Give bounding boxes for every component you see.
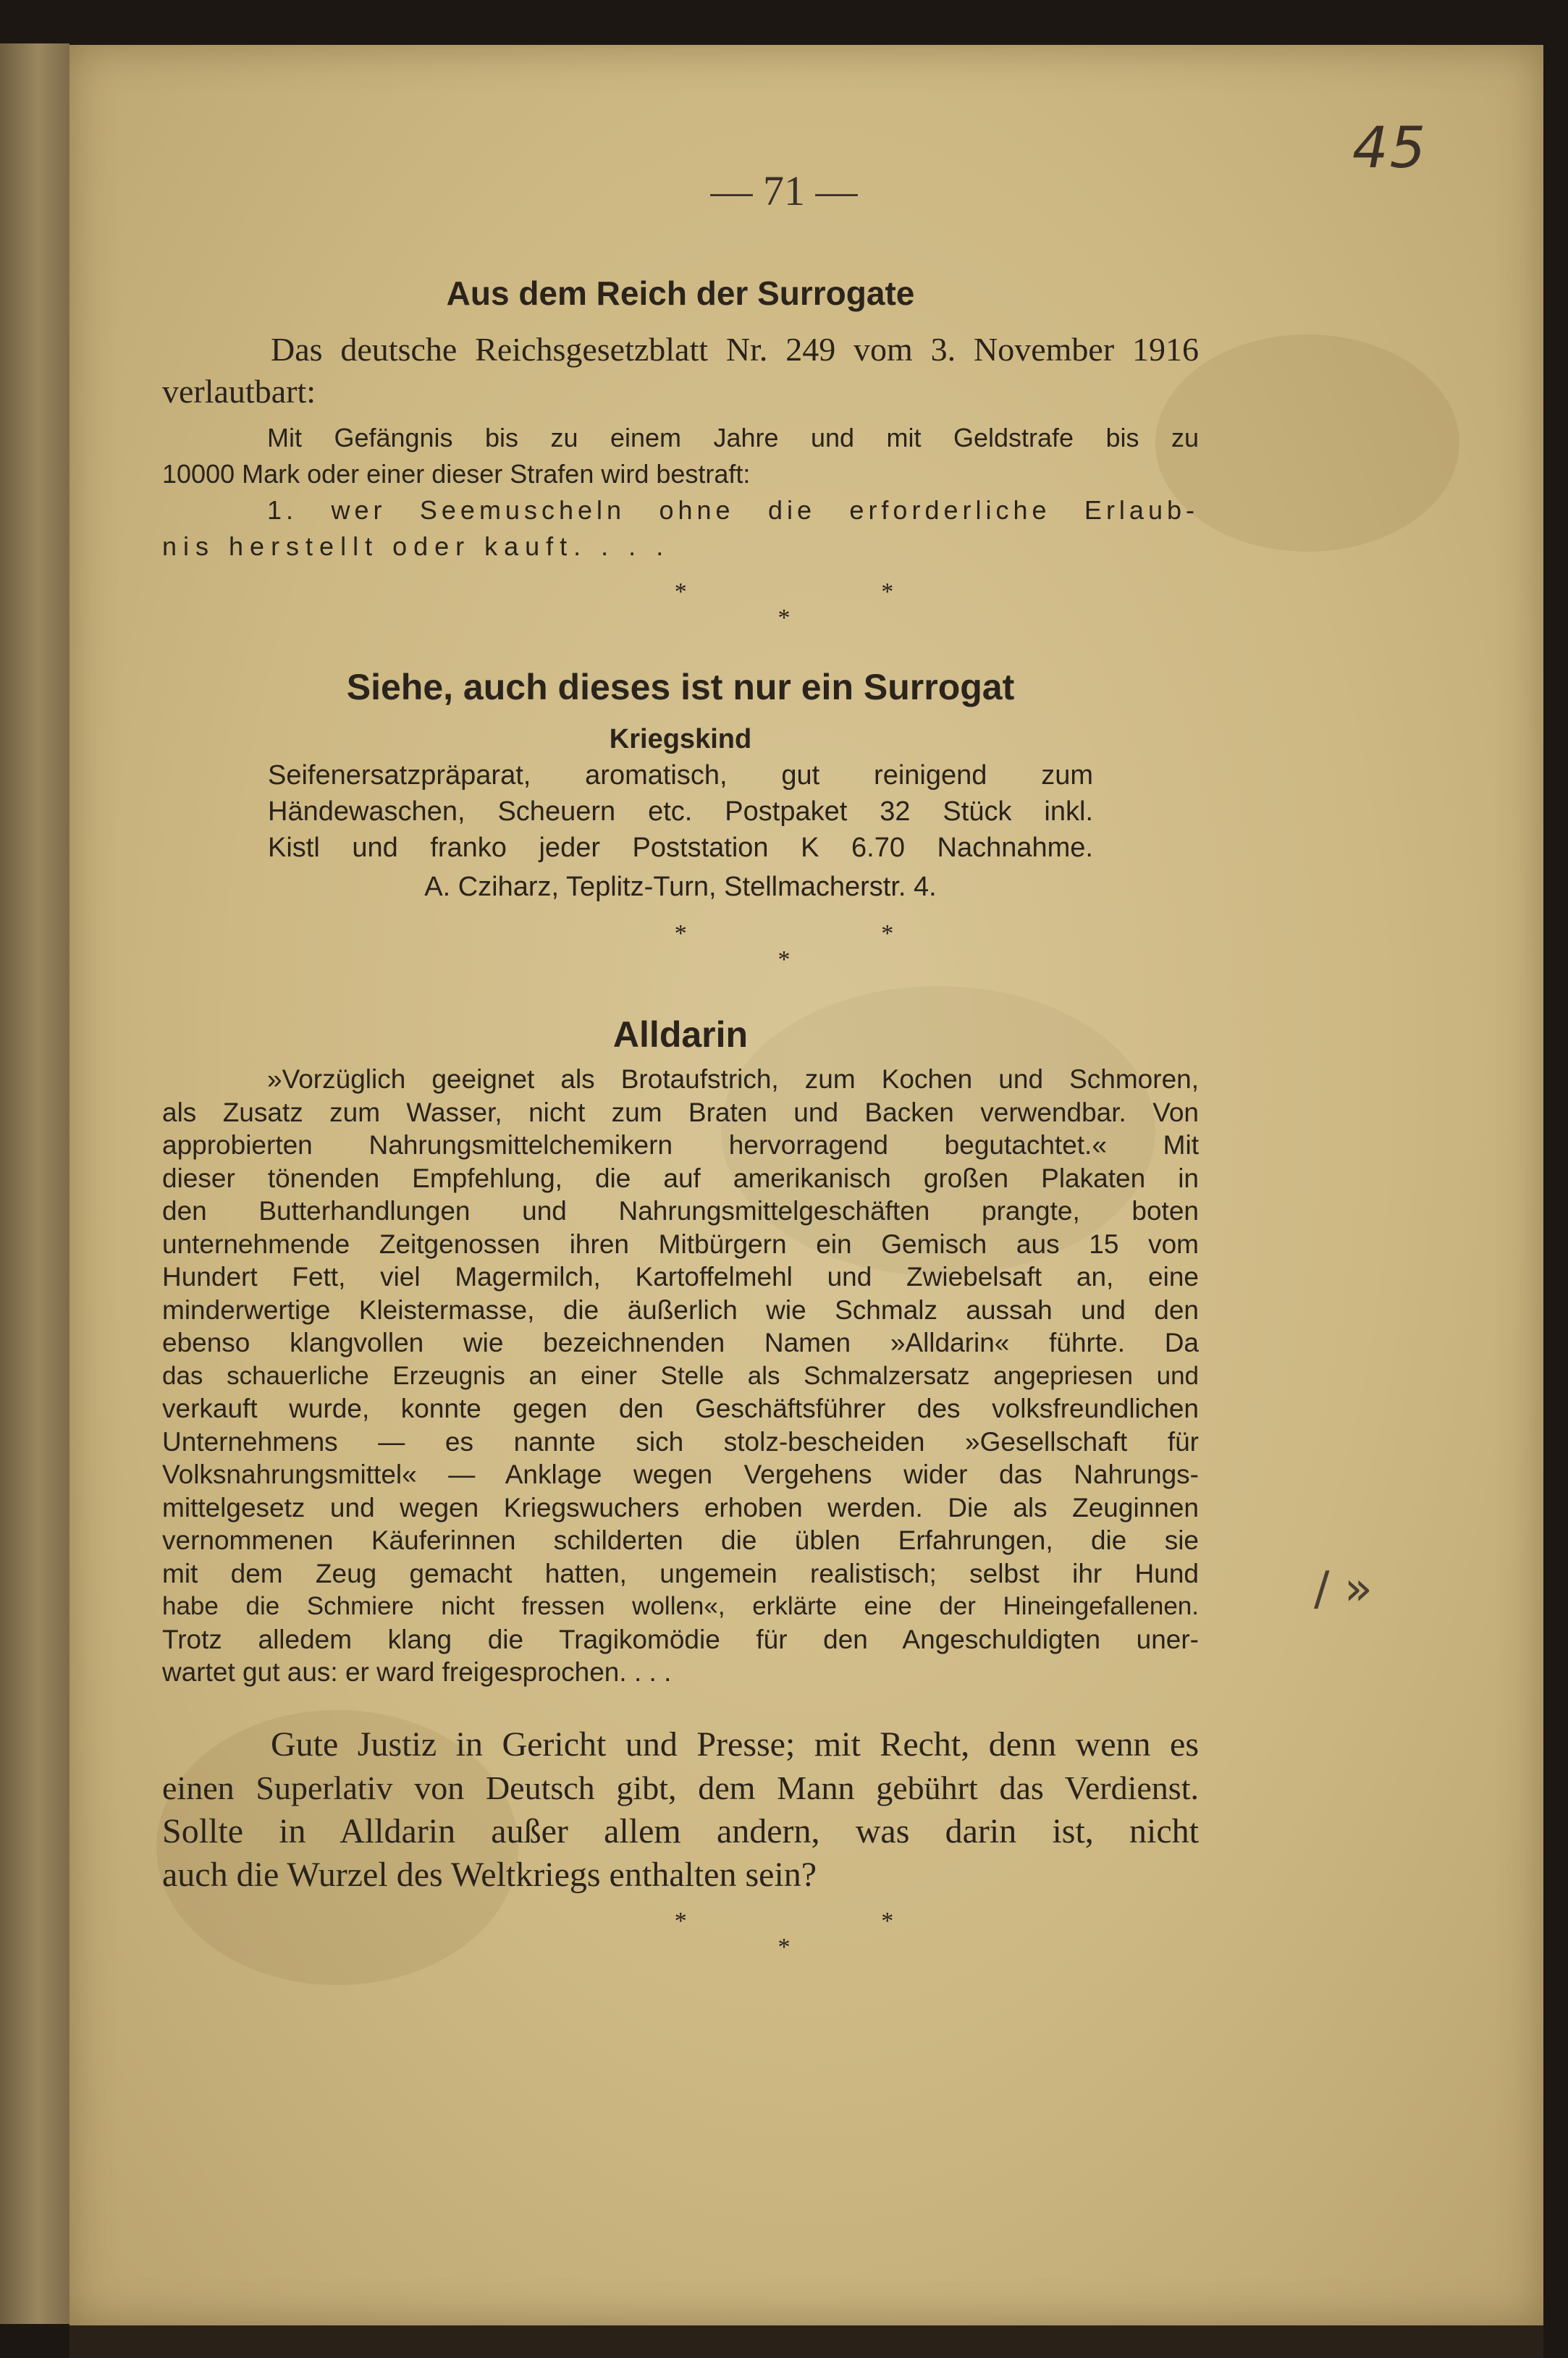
text-line: Händewaschen, Scheuern etc. Postpaket 32 Stück inkl. [268,796,1093,827]
text-line: Kistl und franko jeder Poststation K 6.70 Nachnahme. [268,833,1093,863]
text-line: dieser tönenden Empfehlung, die auf amerikanisch großen Plakaten in [162,1163,1199,1193]
page-bottom-edge [69,2325,1543,2358]
text-line: approbierten Nahrungsmittelchemikern hervorragend begutachtet.« Mit [162,1130,1199,1160]
text-line: »Vorzüglich geeignet als Brotaufstrich, zum Kochen und Schmoren, [267,1064,1199,1094]
text-line: 1. wer Seemuscheln ohne die erforderliche Erlaub- [267,495,1199,525]
section-title-surrogate: Aus dem Reich der Surrogate [446,274,915,312]
text-line: wartet gut aus: er ward freigesprochen. . . . [162,1657,672,1687]
text-line: Das deutsche Reichsgesetzblatt Nr. 249 vom 3. November 1916 [271,331,1199,368]
text-line: minderwertige Kleistermasse, die äußerlich wie Schmalz aussah und den [162,1294,1199,1325]
text-line: als Zusatz zum Wasser, nicht zum Braten und Backen verwendbar. Von [162,1097,1199,1127]
text-line: nis herstellt oder kauft. . . . [162,531,670,561]
text-line: den Butterhandlungen und Nahrungsmittelgeschäften prangte, boten [162,1196,1199,1226]
ad-text [268,757,1093,866]
text-line: verkauft wurde, konnte gegen den Geschäftsführer des volksfreundlichen [162,1394,1199,1423]
section1-intro [162,329,1199,413]
adjacent-page-edge [0,43,69,2324]
text-line: das schauerliche Erzeugnis an einer Stelle als Schmalzersatz angepriesen und [162,1361,1199,1390]
section-title-alldarin: Alldarin [612,1014,749,1055]
text-line: verlautbart: [162,373,316,410]
text-line: Gute Justiz in Gericht und Presse; mit Recht, denn wenn es [271,1725,1199,1764]
alldarin-paragraph [162,1063,1199,1689]
text-line: einen Superlativ von Deutsch gibt, dem Mann gebührt das Verdienst. [162,1769,1199,1806]
text-line: ebenso klangvollen wie bezeichnenden Namen »Alldarin« führte. Da [162,1328,1199,1357]
text-line: auch die Wurzel des Weltkriegs enthalten sein? [162,1856,817,1894]
text-line: Trotz alledem klang die Tragikomödie für den Angeschuldigten uner- [162,1624,1199,1654]
handwritten-margin-mark: / » [1314,1562,1373,1616]
text-line: Sollte in Alldarin außer allem andern, was darin ist, nicht [162,1812,1199,1850]
text-line: Mit Gefängnis bis zu einem Jahre und mit Geldstrafe bis zu [267,423,1199,452]
star-ornament: * * * [674,920,988,973]
text-line: mittelgesetz und wegen Kriegswuchers erhoben werden. Die als Zeuginnen [162,1492,1199,1523]
handwritten-folio-number: 45 [1352,116,1428,181]
page-number: — 71 — [710,167,858,214]
section1-law-text [162,420,1199,565]
ad-subtitle: Kriegskind [609,724,752,754]
paper-stain [1155,334,1459,552]
text-line: Hundert Fett, viel Magermilch, Kartoffelmehl und Zwiebelsaft an, eine [162,1262,1199,1292]
text-line: habe die Schmiere nicht fressen wollen«, erklärte eine der Hineingefallenen. [162,1592,1199,1620]
text-line: mit dem Zeug gemacht hatten, ungemein realistisch; selbst ihr Hund [162,1558,1199,1588]
alldarin-closing [162,1723,1199,1897]
ad-address: A. Cziharz, Teplitz-Turn, Stellmacherstr. 4. [424,872,937,902]
text-line: unternehmende Zeitgenossen ihren Mitbürgern ein Gemisch aus 15 vom [162,1229,1199,1259]
text-line: 10000 Mark oder einer dieser Strafen wird bestraft: [162,459,751,489]
text-line: vernommenen Käuferinnen schilderten die üblen Erfahrungen, die sie [162,1525,1199,1555]
star-ornament: * * * [674,578,988,631]
star-ornament: * * * [674,1908,988,1961]
text-line: Seifenersatzpräparat, aromatisch, gut reinigend zum [268,760,1093,791]
text-line: Unternehmens — es nannte sich stolz-bescheiden »Gesellschaft für [162,1426,1199,1457]
section-title-surrogat: Siehe, auch dieses ist nur ein Surrogat [346,667,1015,707]
text-line: Volksnahrungsmittel« — Anklage wegen Vergehens wider das Nahrungs- [162,1460,1199,1489]
